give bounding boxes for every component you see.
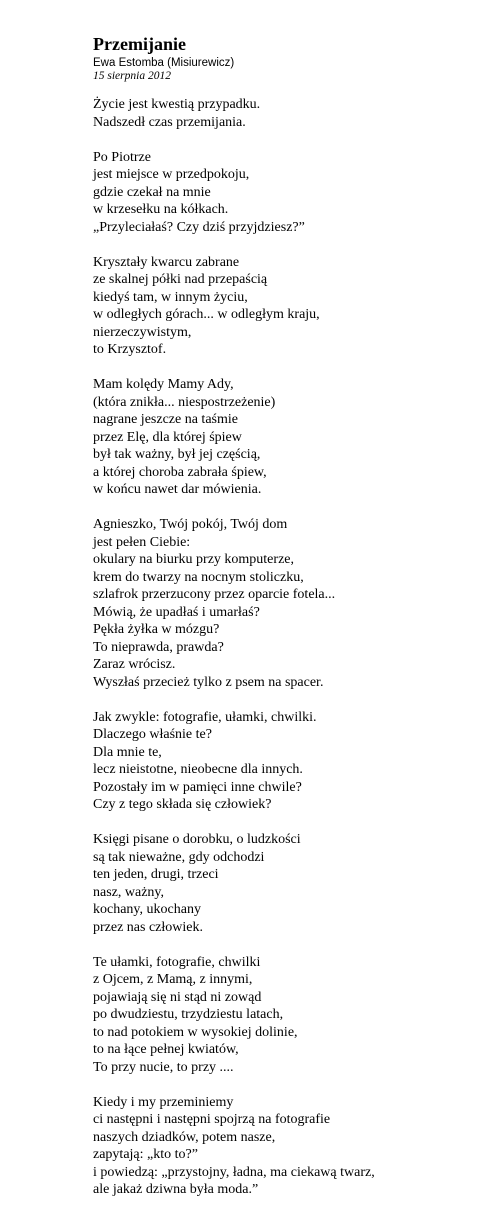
- poem-line: (która znikła... niespostrzeżenie): [93, 394, 276, 410]
- poem-line: był tak ważny, był jej częścią,: [93, 447, 261, 462]
- stanza: [93, 709, 473, 814]
- poem-line: nierzeczywistym,: [93, 324, 192, 340]
- poem-line: Księgi pisane o dorobku, o ludzkości: [93, 832, 301, 847]
- poem-line: po dwudziestu, trzydziestu latach,: [93, 1007, 284, 1022]
- poem-author: Ewa Estomba (Misiurewicz): [93, 57, 235, 69]
- poem-line: ten jeden, drugi, trzeci: [93, 867, 219, 882]
- poem-line: Kryształy kwarcu zabrane: [93, 254, 240, 270]
- poem-line: Dla mnie te,: [93, 744, 162, 760]
- poem-line: szlafrok przerzucony przez oparcie fotela...: [93, 587, 336, 602]
- poem-line: naszych dziadków, potem nasze,: [93, 1129, 276, 1145]
- poem-line: to nad potokiem w wysokiej dolinie,: [93, 1024, 298, 1040]
- poem-line: gdzie czekał na mnie: [93, 184, 211, 200]
- poem-line: Zaraz wrócisz.: [93, 657, 176, 672]
- poem-line: ale jakaż dziwna była moda.”: [93, 1182, 259, 1197]
- stanza: [93, 954, 473, 1077]
- poem-line: a której choroba zabrała śpiew,: [93, 464, 267, 480]
- poem-title: Przemijanie: [93, 34, 186, 54]
- poem-line: są tak nieważne, gdy odchodzi: [93, 849, 265, 865]
- poem-line: krem do twarzy na nocnym stoliczku,: [93, 569, 304, 585]
- poem-line: w krzesełku na kółkach.: [93, 202, 229, 217]
- poem-line: „Przyleciałaś? Czy dziś przyjdziesz?”: [93, 219, 305, 235]
- poem-line: lecz nieistotne, nieobecne dla innych.: [93, 762, 303, 777]
- poem-line: Te ułamki, fotografie, chwilki: [93, 954, 261, 970]
- poem-line: Agnieszko, Twój pokój, Twój dom: [93, 517, 288, 532]
- poem-line: Dlaczego właśnie te?: [93, 727, 212, 742]
- poem-body: [93, 96, 473, 1216]
- poem-line: to na łące pełnej kwiatów,: [93, 1042, 239, 1057]
- poem-line: w odległych górach... w odległym kraju,: [93, 307, 320, 322]
- poem-date: 15 sierpnia 2012: [93, 70, 171, 82]
- poem-line: Po Piotrze: [93, 149, 151, 165]
- poem-line: kiedyś tam, w innym życiu,: [93, 289, 248, 305]
- poem-line: Życie jest kwestią przypadku.: [93, 97, 261, 112]
- poem-line: Pozostały im w pamięci inne chwile?: [93, 779, 302, 795]
- poem-line: Wyszłaś przecież tylko z psem na spacer.: [93, 674, 324, 690]
- stanza: [93, 831, 473, 936]
- poem-line: zapytają: „kto to?”: [93, 1147, 198, 1162]
- poem-line: Czy z tego składa się człowiek?: [93, 797, 272, 812]
- stanza: [93, 1094, 473, 1199]
- poem-line: Kiedy i my przeminiemy: [93, 1094, 234, 1110]
- stanza: [93, 516, 473, 691]
- stanza: [93, 149, 473, 237]
- poem-line: okulary na biurku przy komputerze,: [93, 552, 294, 567]
- poem-line: Nadszedł czas przemijania.: [93, 114, 246, 130]
- stanza: [93, 254, 473, 359]
- poem-line: to Krzysztof.: [93, 342, 167, 357]
- poem-line: z Ojcem, z Mamą, z innymi,: [93, 972, 253, 987]
- poem-line: przez nas człowiek.: [93, 919, 203, 935]
- poem-line: nasz, ważny,: [93, 884, 165, 900]
- poem-line: i powiedzą: „przystojny, ładna, ma ciekawą twarz,: [93, 1164, 375, 1180]
- poem-line: To nieprawda, prawda?: [93, 639, 224, 655]
- poem-header: [93, 34, 234, 83]
- poem-line: To przy nucie, to przy ....: [93, 1059, 234, 1075]
- poem-line: Pękła żyłka w mózgu?: [93, 622, 220, 637]
- poem-line: w końcu nawet dar mówienia.: [93, 482, 262, 497]
- poem-line: ci następni i następni spojrzą na fotografie: [93, 1112, 331, 1127]
- poem-line: Mówią, że upadłaś i umarłaś?: [93, 604, 260, 620]
- poem-line: jest miejsce w przedpokoju,: [93, 167, 250, 182]
- poem-line: pojawiają się ni stąd ni zowąd: [93, 989, 262, 1005]
- poem-line: ze skalnej półki nad przepaścią: [93, 272, 268, 287]
- stanza: [93, 96, 473, 131]
- poem-line: Mam kolędy Mamy Ady,: [93, 377, 234, 392]
- poem-line: jest pełen Ciebie:: [93, 534, 191, 550]
- poem-line: przez Elę, dla której śpiew: [93, 429, 242, 445]
- poem-line: kochany, ukochany: [93, 902, 201, 917]
- poem-line: nagrane jeszcze na taśmie: [93, 412, 238, 427]
- poem-line: Jak zwykle: fotografie, ułamki, chwilki.: [93, 709, 317, 725]
- stanza: [93, 376, 473, 499]
